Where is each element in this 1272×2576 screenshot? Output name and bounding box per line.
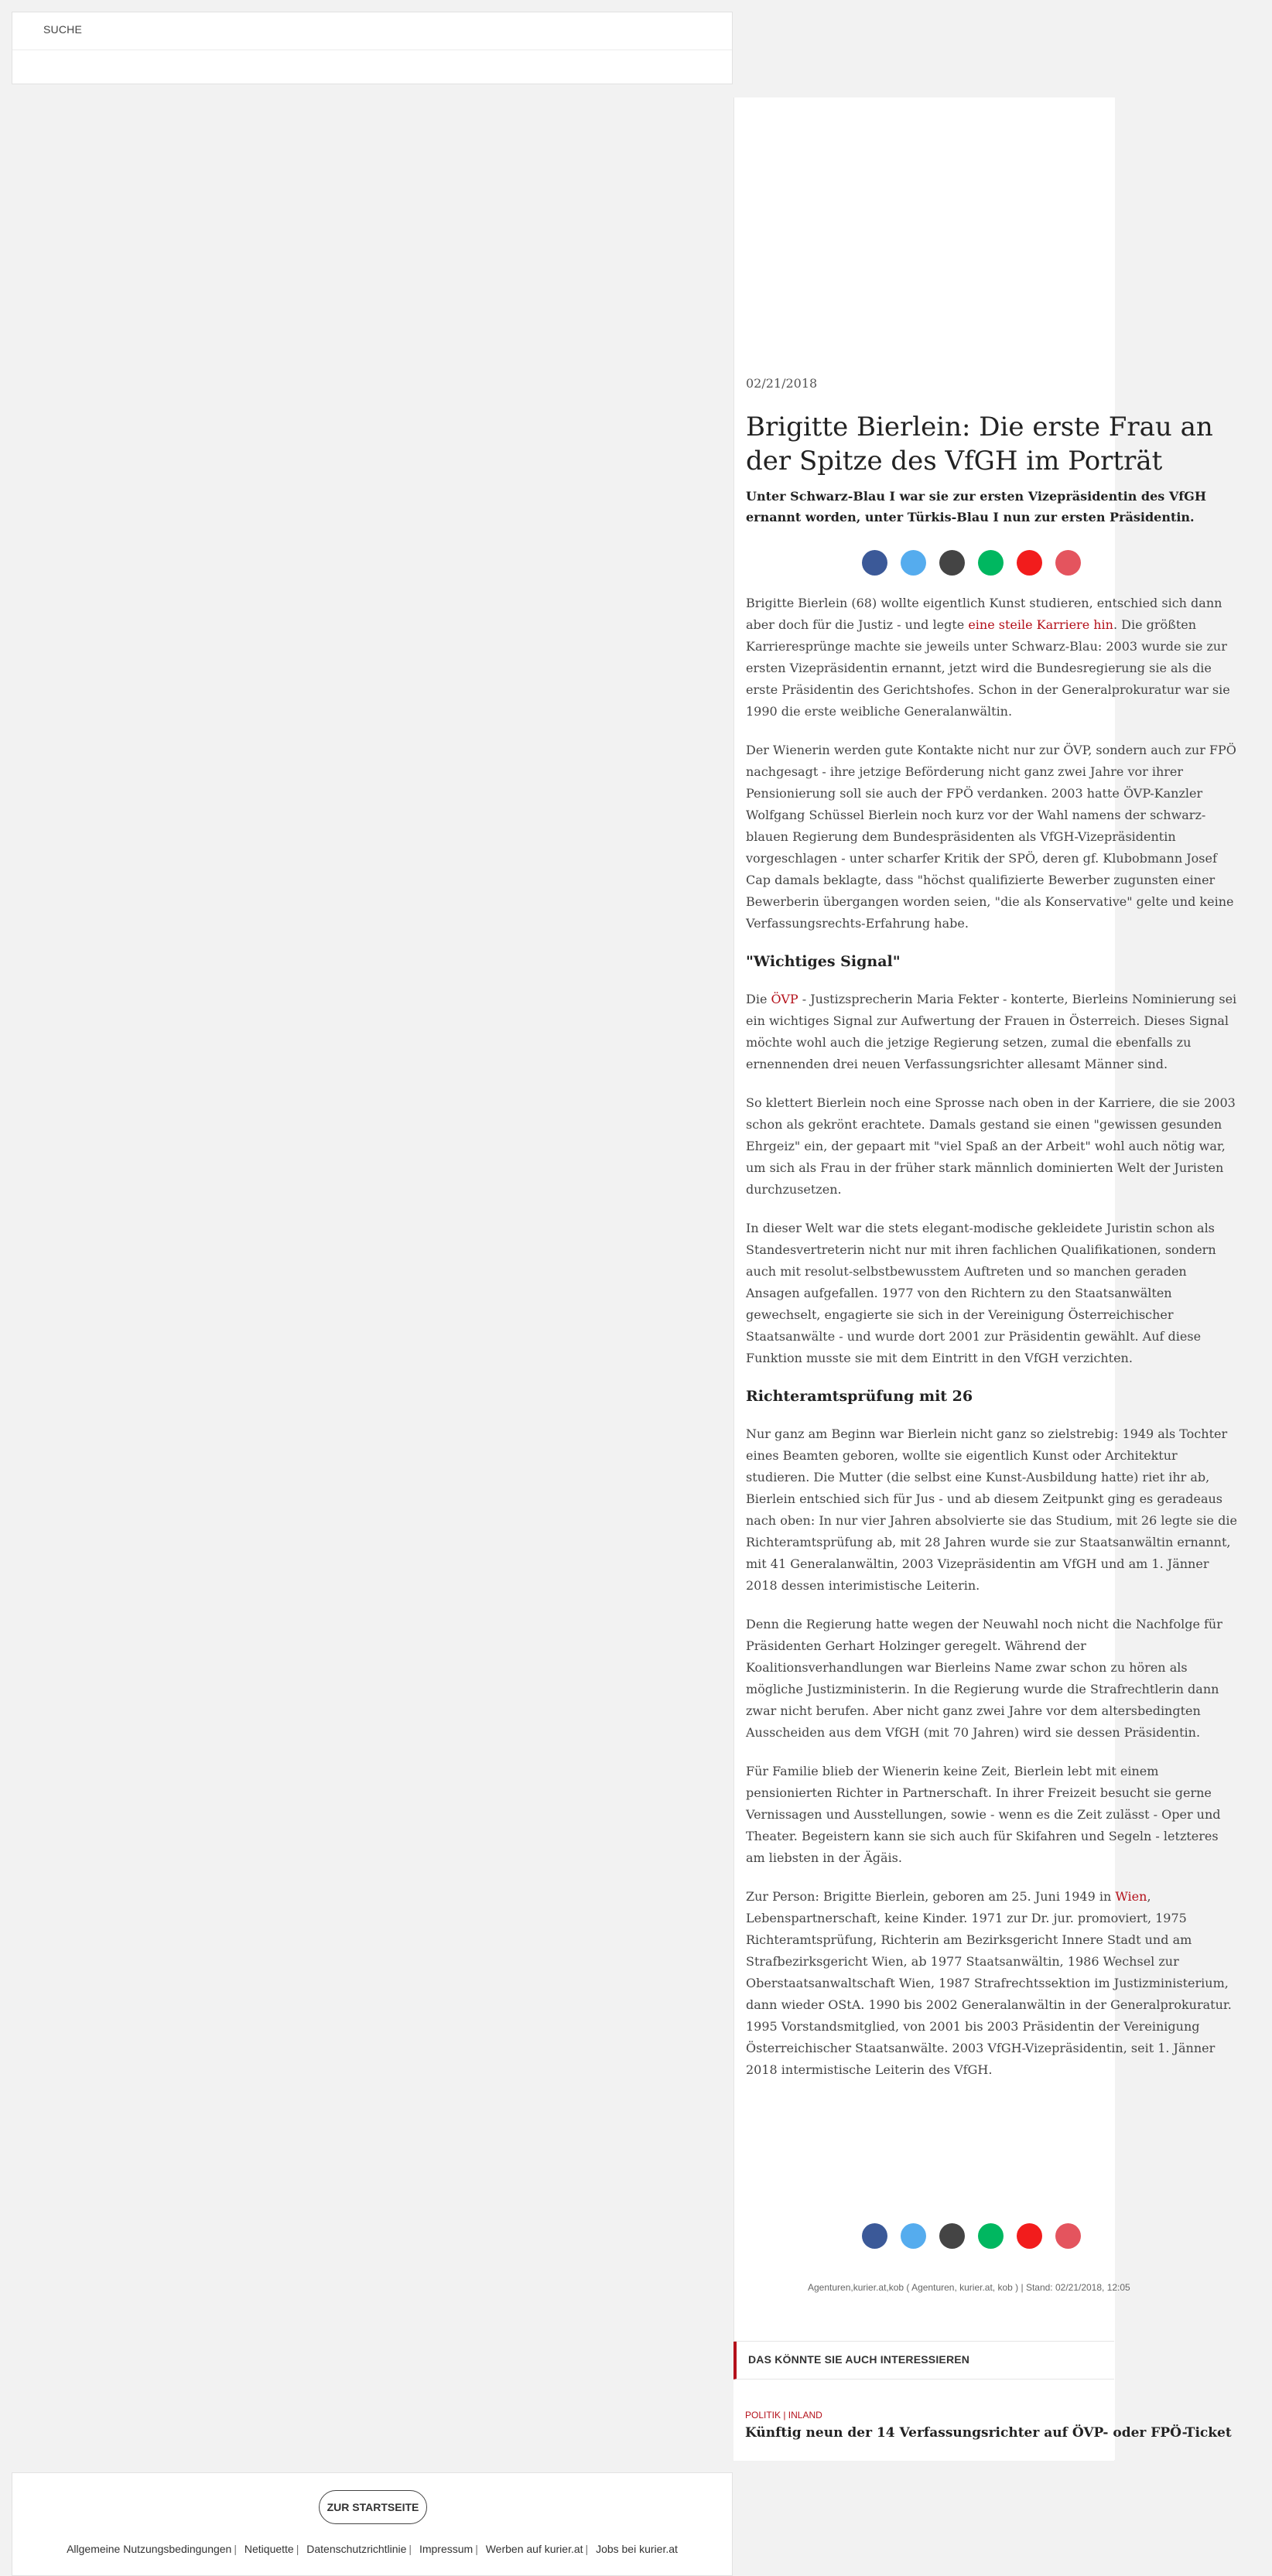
twitter-icon[interactable] bbox=[901, 2223, 926, 2249]
facebook-icon[interactable] bbox=[862, 550, 887, 576]
flipboard-icon[interactable] bbox=[1017, 550, 1042, 576]
paragraph: Brigitte Bierlein (68) wollte eigentlich Kunst studieren, entschied sich dann aber doch für die Justiz - und legte eine steile Karriere hin. Die größten Karrieresprünge machte sie jeweils unter Schwarz-Blau: 2003 wurde sie zur ersten Vizepräsidentin ernannt, jetzt wird die Bundesregierung sie als die erste Präsidentin des Gerichtshofes. Schon in der Generalprokuratur war sie 1990 die erste weibliche Generalanwältin. bbox=[746, 596, 1230, 719]
whatsapp-icon[interactable] bbox=[978, 550, 1004, 576]
search-panel bbox=[12, 12, 733, 84]
section-heading: "Wichtiges Signal" bbox=[746, 953, 901, 970]
search-link[interactable]: SUCHE bbox=[43, 23, 83, 36]
paragraph: Zur Person: Brigitte Bierlein, geboren am 25. Juni 1949 in Wien, Lebenspartnerschaft, keine Kinder. 1971 zur Dr. jur. promoviert, 1975 Richteramtsprüfung, Richterin am Bezirksgericht Innere Stadt und am Strafbezirksgericht Wien, ab 1977 Staatsanwältin, 1986 Wechsel zur Oberstaatsanwaltschaft Wien, 1987 Strafrechtssektion im Justizministerium, dann wieder OStA. 1990 bis 2002 Generalanwältin in der Generalprokuratur. 1995 Vorstandsmitglied, von 2001 bis 2003 Präsidentin der Vereinigung Österreichischer Staatsanwälte. 2003 VfGH-Vizepräsidentin, seit 1. Jänner 2018 intermistische Leiterin des VfGH. bbox=[746, 1889, 1232, 2077]
article-source: Agenturen,kurier.at,kob ( Agenturen, kurier.at, kob ) | Stand: 02/21/2018, 12:05 bbox=[808, 2282, 1130, 2293]
paragraph: Denn die Regierung hatte wegen der Neuwahl noch nicht die Nachfolge für Präsidenten Gerhart Holzinger geregelt. Während der Koalitionsverhandlungen war Bierleins Name zwar schon zu hören als mögliche Justizministerin. In die Regierung wurde die Strafrechtlerin dann zwar nicht berufen. Aber nicht ganz zwei Jahre vor dem altersbedingten Ausscheiden aus dem VfGH (mit 70 Jahren) wird sie dessen Präsidentin. bbox=[746, 1617, 1222, 1740]
facebook-icon[interactable] bbox=[862, 2223, 887, 2249]
related-title: DAS KÖNNTE SIE AUCH INTERESSIEREN bbox=[748, 2353, 970, 2366]
inline-link[interactable]: eine steile Karriere hin bbox=[968, 617, 1113, 632]
email-icon[interactable] bbox=[939, 550, 965, 576]
related-box bbox=[733, 2341, 1232, 2461]
article-panel bbox=[733, 97, 1237, 2460]
paragraph: Für Familie blieb der Wienerin keine Zeit, Bierlein lebt mit einem pensionierten Richter in Partnerschaft. In ihrer Freizeit besucht sie gerne Vernissagen und Ausstellungen, sowie - wenn es die Zeit zulässt - Oper und Theater. Begeistern kann sie sich auch für Skifahren und Segeln - letzteres am liebsten in der Ägäis. bbox=[746, 1764, 1221, 1865]
footer bbox=[12, 2472, 733, 2576]
footer-link-jobs[interactable]: Jobs bei kurier.at bbox=[596, 2543, 678, 2555]
footer-link-imprint[interactable]: Impressum bbox=[419, 2543, 474, 2555]
footer-link-netiquette[interactable]: Netiquette bbox=[244, 2543, 294, 2555]
inline-link-oevp[interactable]: ÖVP bbox=[771, 992, 798, 1006]
whatsapp-icon[interactable] bbox=[978, 2223, 1004, 2249]
flipboard-icon[interactable] bbox=[1017, 2223, 1042, 2249]
related-category[interactable]: POLITIK | INLAND bbox=[745, 2410, 822, 2421]
footer-links: Allgemeine Nutzungsbedingungen | Netiquette | Datenschutzrichtlinie | Impressum | Werben auf kurier.at | Jobs bei kurier.at bbox=[67, 2543, 678, 2555]
pocket-icon[interactable] bbox=[1055, 2223, 1081, 2249]
share-bar-top bbox=[862, 550, 1081, 576]
paragraph: So klettert Bierlein noch eine Sprosse nach oben in der Karriere, die sie 2003 schon als gekrönt erachtete. Damals gestand sie einen "gewissen gesunden Ehrgeiz" ein, der gepaart mit "viel Spaß an der Arbeit" wohl auch nötig war, um sich als Frau in der früher stark männlich dominierten Welt der Juristen durchzusetzen. bbox=[746, 1095, 1236, 1197]
paragraph: Die ÖVP - Justizsprecherin Maria Fekter - konterte, Bierleins Nominierung sei ein wichtiges Signal zur Aufwertung der Frauen in Österreich. Dieses Signal möchte wohl auch die jetzige Regierung setzen, zumal die ebenfalls zu ernennenden drei neuen Verfassungsrichter allesamt Männer sind. bbox=[746, 992, 1237, 1071]
email-icon[interactable] bbox=[939, 2223, 965, 2249]
section-heading: Richteramtsprüfung mit 26 bbox=[746, 1388, 973, 1405]
paragraph: Nur ganz am Beginn war Bierlein nicht ganz so zielstrebig: 1949 als Tochter eines Beamten geboren, wollte sie eigentlich Kunst oder Architektur studieren. Die Mutter (die selbst eine Kunst-Ausbildung hatte) riet ihr ab, Bierlein entschied sich für Jus - und ab diesem Zeitpunkt ging es geradeaus nach oben: In nur vier Jahren absolvierte sie das Studium, mit 26 legte sie die Richteramtsprüfung ab, mit 28 Jahren wurde sie zur Staatsanwältin ernannt, mit 41 Generalanwältin, 2003 Vizepräsidentin am VfGH und am 1. Jänner 2018 dessen interimistische Leiterin. bbox=[746, 1426, 1237, 1593]
footer-link-terms[interactable]: Allgemeine Nutzungsbedingungen bbox=[67, 2543, 232, 2555]
article-lead: Unter Schwarz-Blau I war sie zur ersten Vizepräsidentin des VfGH ernannt worden, unter Türkis-Blau I nun zur ersten Präsidentin. bbox=[746, 489, 1206, 524]
article-date: 02/21/2018 bbox=[746, 376, 818, 391]
related-header bbox=[733, 2342, 1114, 2380]
footer-link-advertise[interactable]: Werben auf kurier.at bbox=[485, 2543, 583, 2555]
related-headline[interactable]: Künftig neun der 14 Verfassungsrichter auf ÖVP- oder FPÖ-Ticket bbox=[745, 2425, 1232, 2441]
paragraph: Der Wienerin werden gute Kontakte nicht nur zur ÖVP, sondern auch zur FPÖ nachgesagt - ihre jetzige Beförderung nicht ganz zwei Jahre vor ihrer Pensionierung soll sie auch der FPÖ verdanken. 2003 hatte ÖVP-Kanzler Wolfgang Schüssel Bierlein noch kurz vor der Wahl namens der schwarz-blauen Regierung dem Bundespräsidenten als VfGH-Vizepräsidentin vorgeschlagen - unter scharfer Kritik der SPÖ, deren gf. Klubobmann Josef Cap damals beklagte, dass "höchst qualifizierte Bewerber zugunsten einer Bewerberin übergangen worden seien, "die als Konservative" gelte und keine Verfassungsrechts-Erfahrung habe. bbox=[746, 743, 1236, 931]
article-headline: Brigitte Bierlein: Die erste Frau an der Spitze des VfGH im Porträt bbox=[746, 412, 1213, 477]
twitter-icon[interactable] bbox=[901, 550, 926, 576]
home-button[interactable]: ZUR STARTSEITE bbox=[319, 2490, 427, 2524]
pocket-icon[interactable] bbox=[1055, 550, 1081, 576]
footer-link-privacy[interactable]: Datenschutzrichtlinie bbox=[306, 2543, 407, 2555]
share-bar-bottom bbox=[862, 2223, 1081, 2249]
inline-link-wien[interactable]: Wien bbox=[1115, 1889, 1147, 1904]
article-body bbox=[746, 593, 1241, 2098]
paragraph: In dieser Welt war die stets elegant-modische gekleidete Juristin schon als Standesvertreterin nicht nur mit ihren fachlichen Qualifikationen, sondern auch mit resolut-selbstbewusstem Auftreten und so manchen geraden Ansagen aufgefallen. 1977 von den Richtern zu den Staatsanwälten gewechselt, engagierte sie sich in der Vereinigung Österreichischer Staatsanwälte - und wurde dort 2001 zur Präsidentin gewählt. Auf diese Funktion musste sie mit dem Eintritt in den VfGH verzichten. bbox=[746, 1221, 1216, 1365]
